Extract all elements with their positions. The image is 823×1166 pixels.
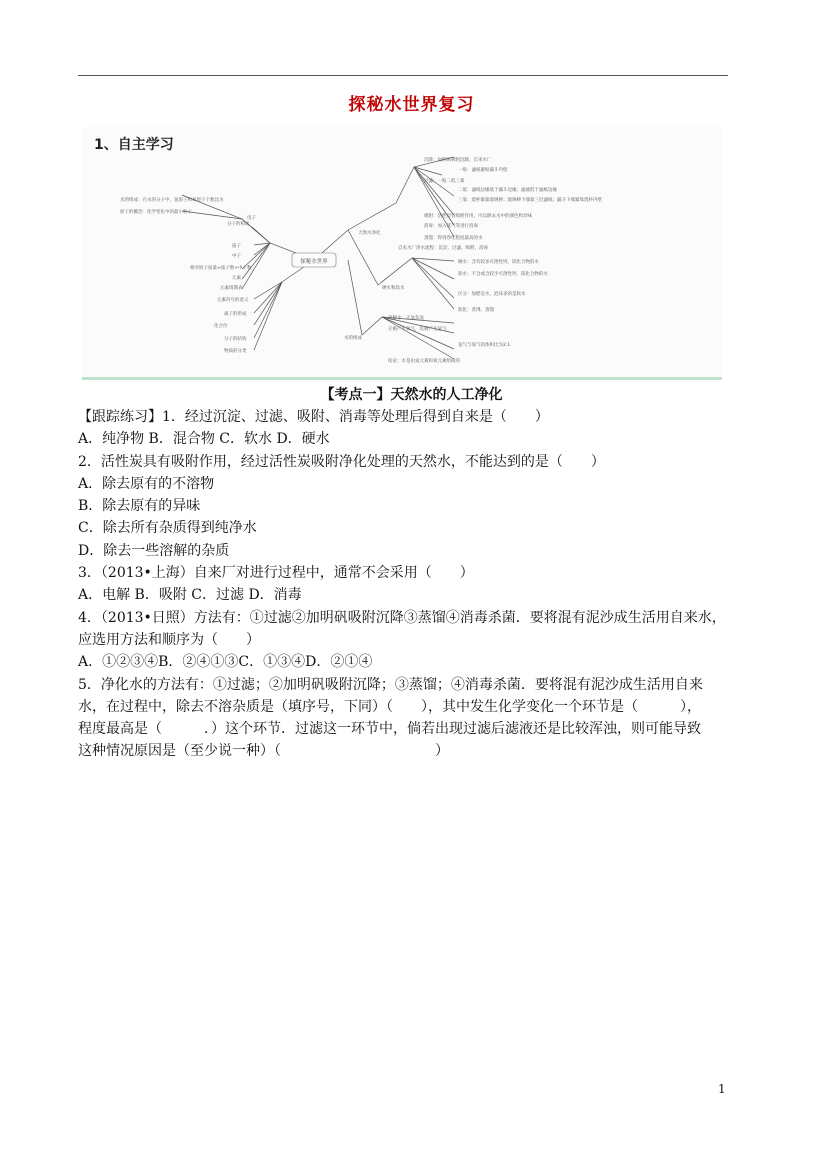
mindmap-left-node: 相对原子质量≈质子数+中子数 bbox=[190, 266, 252, 271]
mindmap-right-item: 一贴：滤纸紧贴漏斗内壁 bbox=[458, 168, 508, 173]
mindmap-right-item: 过滤：一贴二低三靠 bbox=[424, 179, 465, 184]
text-line: B．除去原有的异味 bbox=[78, 498, 201, 515]
mindmap-right-item: 消毒：加入氯气等进行消毒 bbox=[424, 224, 478, 229]
mindmap-left-node: 元素 bbox=[232, 276, 241, 281]
mindmap-right-item: 二低：滤纸边缘低于漏斗边缘；滤液低于滤纸边缘 bbox=[458, 188, 557, 193]
text-line: 水，在过程中，除去不溶杂质是（填序号，下同）（ ），其中发生化学变化一个环节是（ ）， bbox=[78, 698, 701, 715]
text-line: 这种情况原因是（至少说一种）（ ） bbox=[78, 743, 449, 760]
mindmap-right-item: 区分：加肥皂水，泡沫多的是软水 bbox=[458, 292, 526, 297]
mindmap-left-molecule: 分子的构成 bbox=[227, 222, 250, 227]
text-line: 3．（2013•上海）自来厂对进行过程中，通常不会采用（ ） bbox=[78, 565, 474, 582]
mindmap-branch: 天然水净化 bbox=[358, 231, 381, 236]
text-line: 【跟踪练习】1．经过沉淀、过滤、吸附、消毒等处理后得到自来是（ ） bbox=[78, 409, 549, 425]
mindmap-right-item: 氢气与氧气的体积比为2:1 bbox=[458, 343, 511, 348]
mindmap-right-item: 蒸馏：得到净化程度最高的水 bbox=[424, 236, 483, 241]
section-heading: 【考点一】天然水的人工净化 bbox=[320, 387, 503, 403]
text-line: D．除去一些溶解的杂质 bbox=[78, 542, 230, 559]
mindmap-left-top-note: 原子的概念：化学变化中的最小粒子 bbox=[120, 210, 192, 215]
text-line: 4．（2013•日照）方法有：①过滤②加明矾吸附沉降③蒸馏④消毒杀菌．要将混有泥沙成生活用自来水， bbox=[78, 609, 726, 626]
mindmap-heading: 1、自主学习 bbox=[94, 137, 174, 153]
text-line: C．除去所有杂质得到纯净水 bbox=[78, 520, 257, 537]
mindmap-right-item: 硬水：含有较多可溶性钙、镁化合物的水 bbox=[458, 260, 539, 265]
mindmap-right-item: 吸附：活性炭有吸附作用，可以除去水中的颜色和异味 bbox=[424, 214, 532, 219]
mind-map-image bbox=[82, 127, 722, 380]
mindmap-left-node: 质子 bbox=[232, 244, 241, 249]
mindmap-left-node: 中子 bbox=[232, 254, 241, 259]
mindmap-left-bottom: 元素符号的意义 bbox=[217, 298, 249, 303]
mindmap-left-node: 电子 bbox=[247, 216, 256, 221]
exercise-content bbox=[78, 406, 728, 763]
mindmap-left-bottom: 离子的形成 bbox=[224, 312, 247, 317]
text-line: A．除去原有的不溶物 bbox=[78, 475, 215, 492]
mindmap-branch: 水的组成 bbox=[344, 336, 362, 341]
mindmap-left-bottom: 物质的分类 bbox=[224, 349, 247, 354]
page-number: 1 bbox=[718, 1082, 726, 1096]
text-line: A．纯净物 B．混合物 C．软水 D．硬水 bbox=[78, 431, 330, 448]
mindmap-right-item: 沉降：加明矾吸附沉降，自来水厂 bbox=[424, 158, 492, 163]
mindmap-branch: 硬水和软水 bbox=[382, 286, 405, 291]
mindmap-right-item: 三靠：烧杯紧靠玻璃棒；玻璃棒下端靠三层滤纸；漏斗下端紧靠烧杯内壁 bbox=[458, 198, 602, 203]
text-line: 程度最高是（ ．）这个环节．过滤这一环节中，倘若出现过滤后滤液还是比较浑浊，则可能导致 bbox=[78, 721, 701, 738]
text-line: 5．净化水的方法有：①过滤；②加明矾吸附沉降；③蒸馏；④消毒杀菌．要将混有泥沙成生活用自来 bbox=[78, 676, 703, 693]
text-line: A．①②③④B．②④①③C．①③④D．②①④ bbox=[78, 654, 373, 671]
header-rule bbox=[78, 75, 728, 76]
mindmap-right-item: 自来水厂净水流程：沉淀、过滤、吸附、消毒 bbox=[398, 246, 488, 251]
mindmap-right-item: 软化：煮沸、蒸馏 bbox=[458, 308, 494, 313]
mindmap-left-node: 元素周期表 bbox=[220, 286, 243, 291]
mindmap-left-top-note: 水的组成：在水的分子中，氢原子和氧原子个数比为 bbox=[120, 198, 224, 203]
mindmap-right-item: 电解水：正氧负氢 bbox=[388, 316, 424, 321]
mindmap-right-item: 正极产生氧气，负极产生氢气 bbox=[388, 327, 447, 332]
text-line: 2．活性炭具有吸附作用，经过活性炭吸附净化处理的天然水，不能达到的是（ ） bbox=[78, 453, 605, 470]
page-title: 探秘水世界复习 bbox=[348, 95, 475, 115]
text-line: A．电解 B．吸附 C．过滤 D．消毒 bbox=[78, 587, 302, 604]
mindmap-left-bottom: 化合价 bbox=[214, 324, 228, 329]
mindmap-center: 探秘水世界 bbox=[300, 259, 328, 265]
mindmap-left-bottom: 分子的结构 bbox=[224, 337, 247, 342]
text-line: 应选用方法和顺序为（ ） bbox=[78, 631, 260, 648]
mindmap-right-item: 结论：水是由氢元素和氧元素组成的 bbox=[388, 359, 460, 364]
mindmap-right-item: 软水：不含或含较少可溶性钙、镁化合物的水 bbox=[458, 272, 548, 277]
